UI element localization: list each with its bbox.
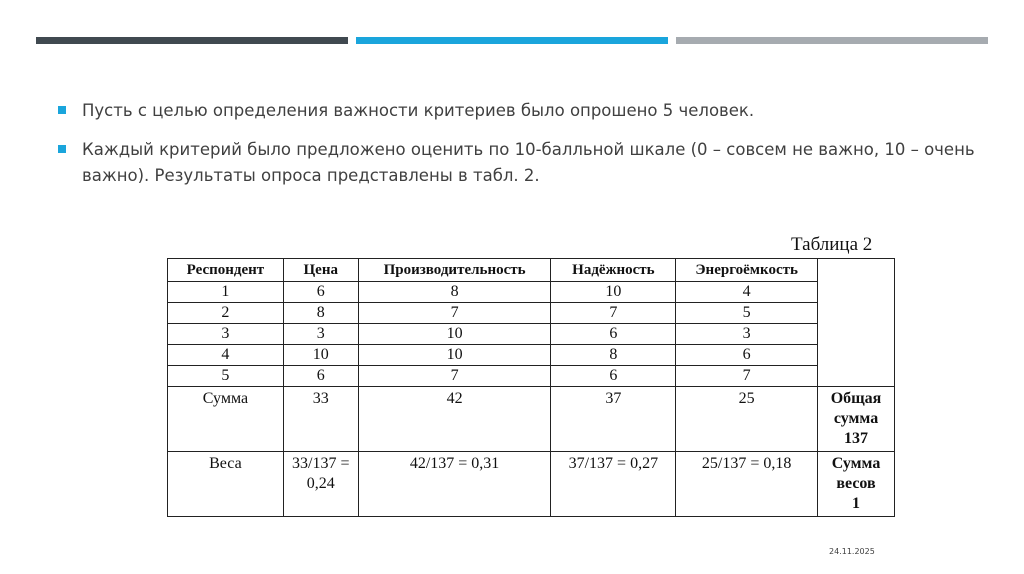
sum-cell: 33 — [283, 387, 358, 452]
table-header-row — [168, 259, 895, 282]
table-caption: Таблица 2 — [791, 234, 873, 255]
sum-cell: 37 — [551, 387, 676, 452]
header-cell: Надёжность — [551, 259, 676, 282]
square-bullet-icon — [58, 106, 66, 114]
table-cell: 6 — [283, 366, 358, 387]
total-weights-label-2: весов — [836, 475, 876, 492]
table-cell: 7 — [676, 366, 818, 387]
table-row — [168, 324, 895, 345]
bullet-item — [58, 137, 978, 189]
table-row — [168, 282, 895, 303]
header-cell: Энергоёмкость — [676, 259, 818, 282]
total-weights-cell — [818, 452, 895, 517]
table-cell: 5 — [676, 303, 818, 324]
total-sum-label-1: Общая — [830, 390, 882, 407]
table-cell: 10 — [283, 345, 358, 366]
total-sum-value: 137 — [844, 430, 869, 447]
weight-cell: 33/137 = 0,24 — [283, 452, 358, 517]
slide-date: 24.11.2025 — [829, 547, 875, 556]
table-cell: 10 — [551, 282, 676, 303]
table-cell: 7 — [358, 303, 551, 324]
sum-cell: 42 — [358, 387, 551, 452]
table-cell: 8 — [551, 345, 676, 366]
top-accent-bar-dark — [36, 37, 348, 44]
table-cell: 4 — [676, 282, 818, 303]
square-bullet-icon — [58, 145, 66, 153]
table-cell: 8 — [358, 282, 551, 303]
sum-label: Сумма — [168, 387, 284, 452]
top-accent-bar-gray — [676, 37, 988, 44]
bullet-list — [58, 98, 978, 202]
total-sum-cell — [818, 387, 895, 452]
header-cell: Производительность — [358, 259, 551, 282]
table-cell: 3 — [168, 324, 284, 345]
table-cell: 6 — [676, 345, 818, 366]
weight-cell: 25/137 = 0,18 — [676, 452, 818, 517]
top-accent-bar-blue — [356, 37, 668, 44]
weights-row — [168, 452, 895, 517]
empty-total-cell — [818, 259, 895, 387]
survey-table — [167, 258, 895, 517]
table-cell: 8 — [283, 303, 358, 324]
table-row — [168, 345, 895, 366]
table-cell: 7 — [358, 366, 551, 387]
table-cell: 6 — [551, 366, 676, 387]
bullet-item — [58, 98, 978, 124]
sum-cell: 25 — [676, 387, 818, 452]
weight-cell: 42/137 = 0,31 — [358, 452, 551, 517]
table-cell: 10 — [358, 324, 551, 345]
weight-cell: 37/137 = 0,27 — [551, 452, 676, 517]
table-cell: 3 — [283, 324, 358, 345]
weights-label: Веса — [168, 452, 284, 517]
header-cell: Цена — [283, 259, 358, 282]
table-cell: 5 — [168, 366, 284, 387]
table-cell: 7 — [551, 303, 676, 324]
table-row — [168, 366, 895, 387]
bullet-text: Каждый критерий было предложено оценить по 10-балльной шкале (0 – совсем не важно, 10 – очень важно). Результаты опроса представлены в табл. 2. — [82, 140, 975, 185]
table-cell: 1 — [168, 282, 284, 303]
table-cell: 2 — [168, 303, 284, 324]
table-cell: 6 — [551, 324, 676, 345]
table-cell: 10 — [358, 345, 551, 366]
sum-row — [168, 387, 895, 452]
bullet-text: Пусть с целью определения важности критериев было опрошено 5 человек. — [82, 101, 755, 120]
total-weights-label-1: Сумма — [831, 455, 881, 472]
total-weights-value: 1 — [852, 495, 861, 512]
total-sum-label-2: сумма — [833, 410, 879, 427]
table-cell: 6 — [283, 282, 358, 303]
table-row — [168, 303, 895, 324]
table-cell: 4 — [168, 345, 284, 366]
table-cell: 3 — [676, 324, 818, 345]
header-cell: Респондент — [168, 259, 284, 282]
